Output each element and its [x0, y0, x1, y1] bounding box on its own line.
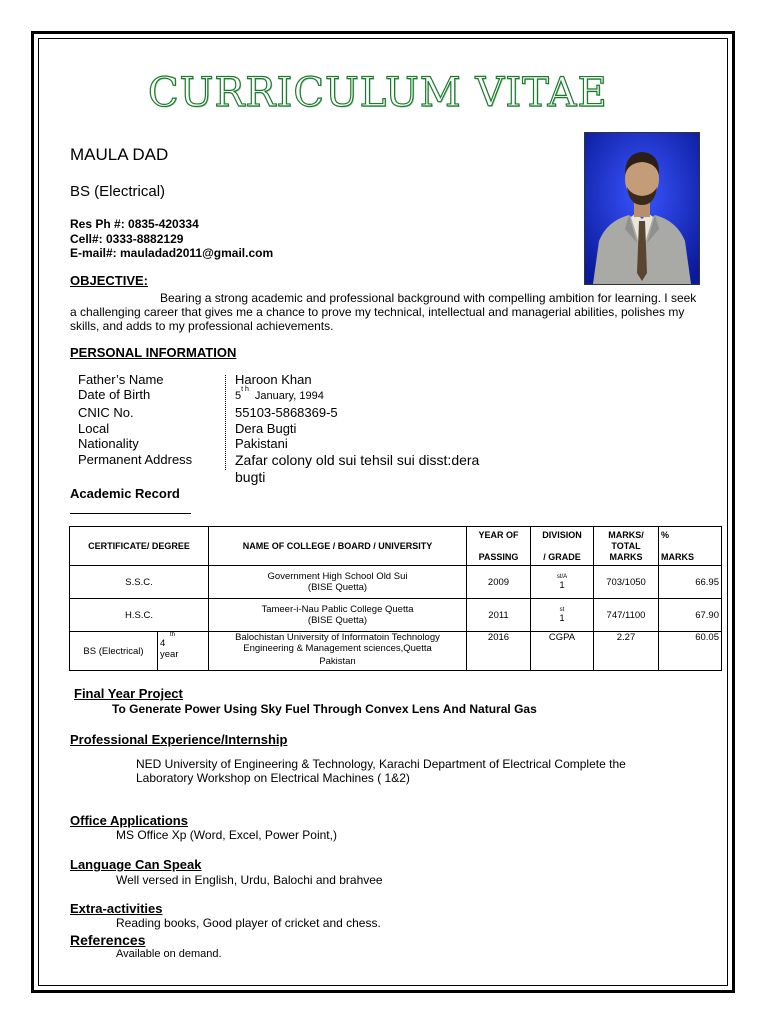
table-header-row	[70, 527, 722, 566]
row-ssc-percent: 66.95	[659, 566, 722, 599]
profile-photo	[584, 132, 700, 285]
cell-phone: Cell#: 0333-8882129	[70, 232, 184, 246]
row-ssc-college-line1: Government High School Old Sui	[267, 571, 408, 582]
fathers-name-label: Father’s Name	[78, 372, 164, 387]
dob-day: 5	[235, 390, 242, 402]
row-ssc-college-line2: (BISE Quetta)	[307, 582, 368, 593]
header-year-line1: YEAR OF	[478, 529, 519, 540]
fathers-name-value: Haroon Khan	[235, 372, 312, 387]
cnic-label: CNIC No.	[78, 405, 134, 420]
row-hsc-division	[531, 599, 594, 632]
header-certificate: CERTIFICATE/ DEGREE	[70, 527, 209, 566]
academic-record-table	[69, 526, 722, 671]
table-row	[70, 599, 722, 632]
personal-info-divider	[225, 375, 226, 470]
experience-line1: NED University of Engineering & Technology, Karachi Department of Electrical Complete the	[136, 757, 626, 771]
experience-heading: Professional Experience/Internship	[70, 732, 288, 747]
header-marks-line1: MARKS/	[608, 529, 644, 540]
local-value: Dera Bugti	[235, 421, 297, 436]
applicant-degree: BS (Electrical)	[70, 183, 166, 200]
final-year-project-text: To Generate Power Using Sky Fuel Through Convex Lens And Natural Gas	[112, 702, 537, 716]
academic-heading-rule	[70, 513, 191, 514]
references-heading: References	[70, 932, 146, 948]
local-label: Local	[78, 421, 110, 436]
header-year-line2: PASSING	[478, 551, 519, 562]
row-ssc-college	[209, 566, 467, 599]
row-ssc-marks: 703/1050	[594, 566, 659, 599]
document-title: CURRICULUM VITAE	[148, 70, 608, 116]
row-bs-college	[209, 632, 467, 671]
row-bs-percent: 60.05	[659, 632, 722, 671]
header-year	[467, 527, 531, 566]
final-year-project-heading: Final Year Project	[74, 686, 183, 701]
office-applications-heading: Office Applications	[70, 813, 188, 828]
header-college: NAME OF COLLEGE / BOARD / UNIVERSITY	[209, 527, 467, 566]
header-marks-line2: TOTAL	[611, 540, 641, 551]
header-division-line2: / GRADE	[543, 551, 581, 562]
row-hsc-cert: H.S.C.	[70, 599, 209, 632]
objective-text	[70, 291, 706, 333]
address-value: Zafar colony old sui tehsil sui disst:dera	[235, 452, 480, 468]
cnic-value: 55103-5868369-5	[235, 405, 338, 420]
row-bs-marks: 2.27	[594, 632, 659, 671]
dob-label: Date of Birth	[78, 387, 151, 402]
office-applications-text: MS Office Xp (Word, Excel, Power Point,)	[116, 828, 337, 842]
objective-paragraph: Bearing a strong academic and professional background with compelling ambition for learning. I seek a challenging career that gives me a chance to prove my technical, intellectual and managerial abilities, polishes my skills, and adds to my professional achievements.	[70, 291, 697, 333]
header-percent-line2: MARKS	[661, 551, 694, 562]
dob-suffix: t h	[241, 386, 249, 393]
header-percent-line1: %	[661, 529, 670, 540]
objective-heading: OBJECTIVE:	[70, 273, 149, 288]
residence-phone: Res Ph #: 0835-420334	[70, 217, 199, 231]
references-text: Available on demand.	[116, 948, 222, 960]
dob-value	[235, 386, 324, 402]
table-row	[70, 632, 722, 671]
header-division-line1: DIVISION	[542, 529, 582, 540]
nationality-label: Nationality	[78, 436, 139, 451]
row-ssc-division-sup: st/A	[556, 573, 568, 580]
row-bs-college-line1: Balochistan University of Informatoin Technology	[235, 632, 440, 643]
row-ssc-division-value: 1	[559, 579, 565, 591]
nationality-value: Pakistani	[235, 436, 288, 451]
row-hsc-college-line2: (BISE Quetta)	[307, 615, 368, 626]
row-hsc-division-sup: st	[559, 606, 565, 613]
row-bs-college-line3: Pakistan	[319, 656, 356, 667]
row-hsc-division-value: 1	[559, 612, 565, 624]
row-hsc-college-line1: Tameer-i-Nau Pablic College Quetta	[261, 604, 414, 615]
row-bs-year-of-study	[158, 632, 209, 671]
languages-text: Well versed in English, Urdu, Balochi and brahvee	[116, 873, 383, 887]
row-hsc-year: 2011	[467, 599, 531, 632]
table-row	[70, 566, 722, 599]
row-bs-college-line2: Engineering & Management sciences,Quetta	[243, 643, 432, 654]
header-division	[531, 527, 594, 566]
row-hsc-percent: 67.90	[659, 599, 722, 632]
row-ssc-division	[531, 566, 594, 599]
row-bs-division: CGPA	[531, 632, 594, 671]
experience-line2: Laboratory Workshop on Electrical Machines ( 1&2)	[136, 771, 410, 785]
languages-heading: Language Can Speak	[70, 857, 202, 872]
applicant-name: MAULA DAD	[70, 145, 169, 164]
row-bs-year-sup: th	[170, 632, 176, 638]
row-ssc-cert: S.S.C.	[70, 566, 209, 599]
row-ssc-year: 2009	[467, 566, 531, 599]
row-bs-year-num: 4	[160, 638, 166, 649]
email-address: E-mail#: mauladad2011@gmail.com	[70, 246, 274, 260]
extra-activities-heading: Extra-activities	[70, 901, 163, 916]
address-label: Permanent Address	[78, 452, 193, 467]
dob-month-year: January, 1994	[254, 390, 324, 402]
header-marks	[594, 527, 659, 566]
personal-info-heading: PERSONAL INFORMATION	[70, 345, 237, 360]
extra-activities-text: Reading books, Good player of cricket and chess.	[116, 916, 381, 930]
row-bs-cert: BS (Electrical)	[70, 632, 158, 671]
header-marks-line3: MARKS	[609, 551, 643, 562]
row-bs-year: 2016	[467, 632, 531, 671]
row-bs-year-label: year	[160, 649, 179, 660]
row-hsc-marks: 747/1100	[594, 599, 659, 632]
header-percent	[659, 527, 722, 566]
academic-record-heading: Academic Record	[70, 486, 180, 501]
row-hsc-college	[209, 599, 467, 632]
address-value-line2: bugti	[235, 469, 266, 485]
